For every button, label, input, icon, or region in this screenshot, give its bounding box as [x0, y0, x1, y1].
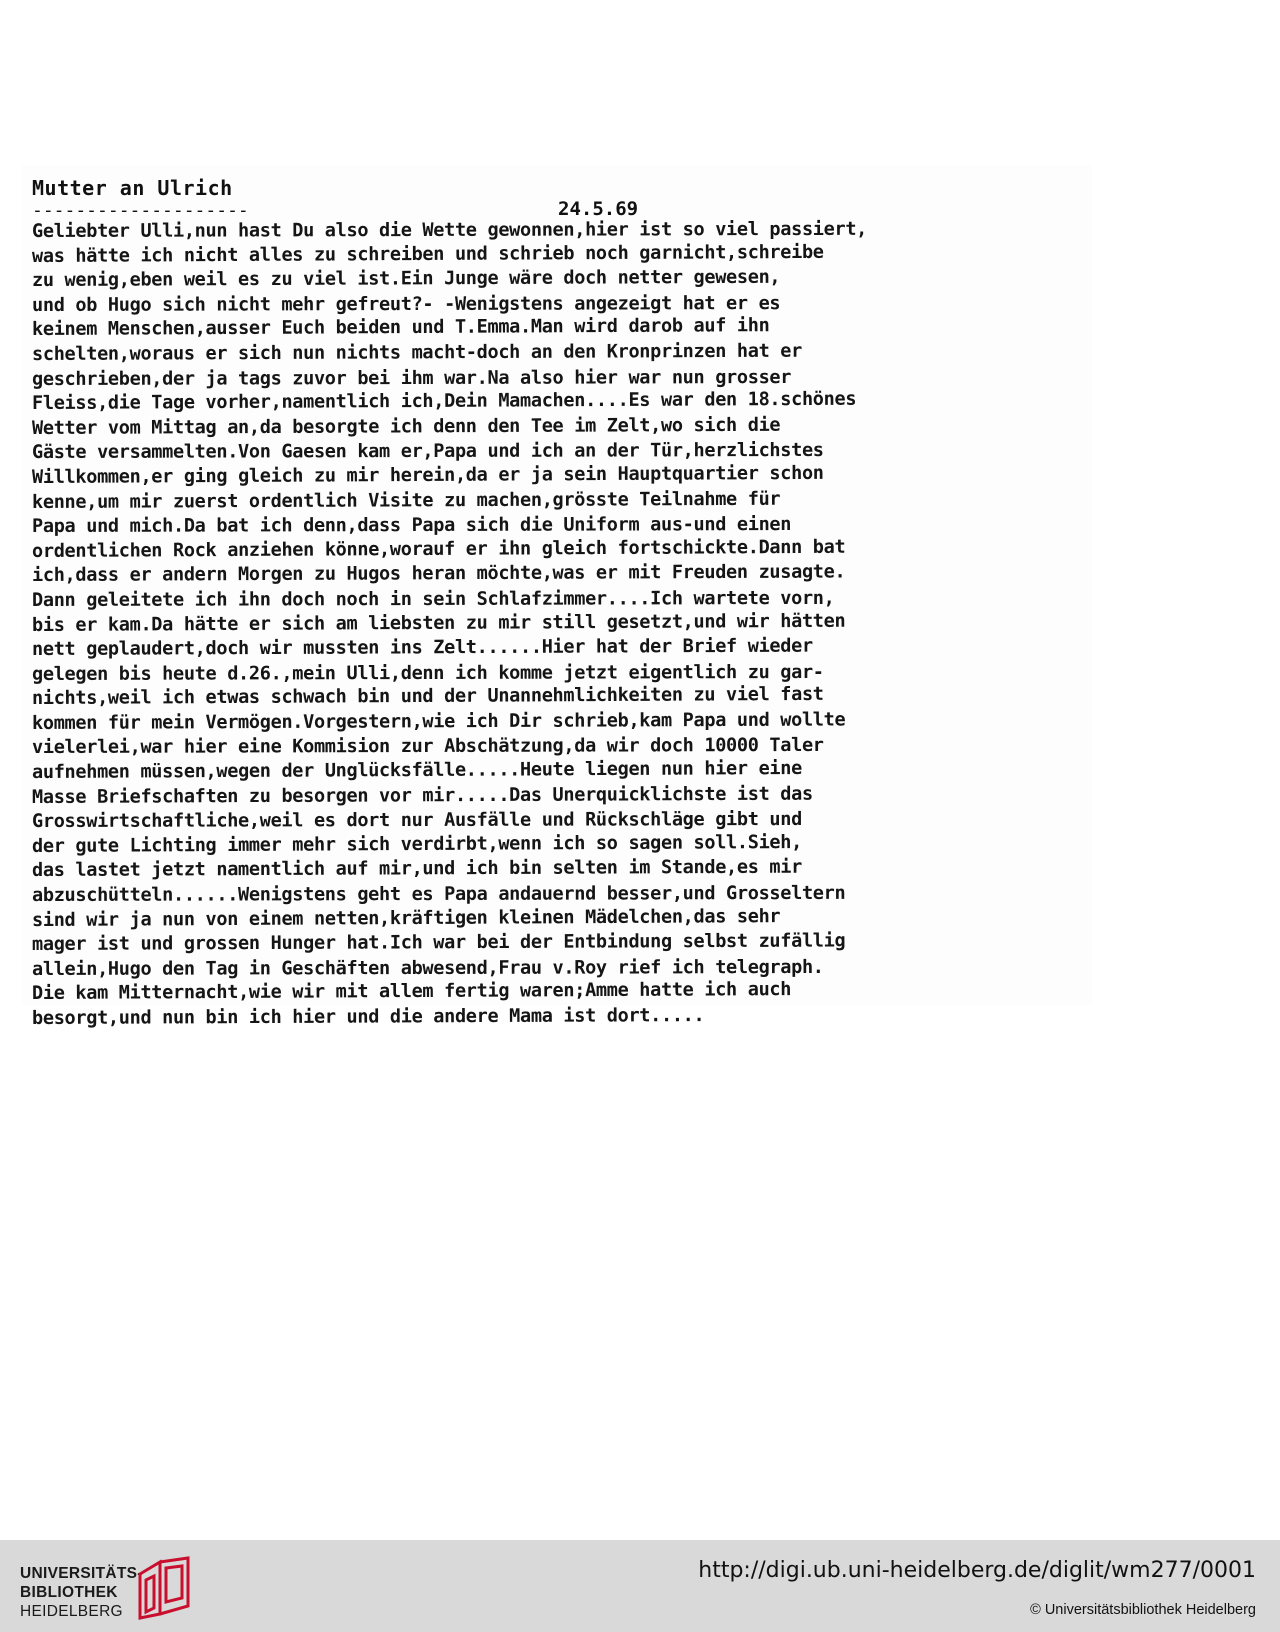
copyright-notice: © Universitätsbibliothek Heidelberg [1030, 1602, 1256, 1618]
letter-line: kommen für mein Vermögen.Vorgestern,wie ich Dir schrieb,kam Papa und wollte [31, 709, 846, 734]
letter-line: zu wenig,eben weil es zu viel ist.Ein Junge wäre doch netter gewesen, [31, 266, 781, 292]
letter-line: Dann geleitete ich ihn doch noch in sein Schlafzimmer....Ich wartete vorn, [31, 587, 835, 611]
letter-line: sind wir ja nun von einem netten,kräftigen kleinen Mädelchen,das sehr [31, 905, 781, 931]
letter-line: der gute Lichting immer mehr sich verdirbt,wenn ich so sagen soll.Sieh, [31, 831, 802, 857]
letter-line: Willkommen,er ging gleich zu mir herein,da er ja sein Hauptquartier schon [31, 462, 824, 488]
logo-line-2: BIBLIOTHEK [20, 1584, 118, 1601]
library-book-icon [134, 1554, 194, 1620]
letter-line: vielerlei,war hier eine Kommision zur Abschätzung,da wir doch 10000 Taler [31, 735, 824, 759]
letter-line: bis er kam.Da hätte er sich am liebsten zu mir still gesetzt,und wir hätten [31, 610, 846, 636]
letter-date: 24.5.69 [558, 198, 639, 220]
logo-line-1: UNIVERSITÄTS- [20, 1565, 143, 1582]
letter-line: Gäste versammelten.Von Gaesen kam er,Papa und ich an der Tür,herzlichstes [31, 440, 824, 464]
heading-underline: -------------------- [32, 200, 249, 221]
letter-line: Wetter vom Mittag an,da besorgte ich denn den Tee im Zelt,wo sich die [31, 414, 781, 439]
letter-line: gelegen bis heute d.26.,mein Ulli,denn ich komme jetzt eigentlich zu gar- [31, 661, 824, 685]
letter-body [32, 220, 1082, 1032]
library-logo[interactable] [16, 1560, 186, 1620]
letter-line: und ob Hugo sich nicht mehr gefreut?- -Wenigstens angezeigt hat er es [31, 292, 781, 316]
letter-line: geschrieben,der ja tags zuvor bei ihm war.Na also hier war nun grosser [31, 366, 792, 390]
letter-line: Fleiss,die Tage vorher,namentlich ich,Dein Mamachen....Es war den 18.schönes [31, 388, 857, 415]
letter-line: Die kam Mitternacht,wie wir mit allem fertig waren;Amme hatte ich auch [31, 979, 792, 1005]
letter-line: Masse Briefschaften zu besorgen vor mir.....Das Unerquicklichste ist das [31, 783, 813, 808]
letter-line: nett geplaudert,doch wir mussten ins Zelt......Hier hat der Brief wieder [31, 635, 813, 661]
letter-heading: Mutter an Ulrich [32, 176, 233, 200]
letter-line: das lastet jetzt namentlich auf mir,und ich bin selten im Stande,es mir [31, 857, 802, 882]
letter-line: nichts,weil ich etwas schwach bin und der Unannehmlichkeiten zu viel fast [31, 684, 824, 710]
letter-line: aufnehmen müssen,wegen der Unglücksfälle.....Heute liegen nun hier eine [31, 758, 802, 784]
logo-wordmark [20, 1564, 143, 1621]
letter-line: was hätte ich nicht alles zu schreiben und schrieb noch garnicht,schreibe [31, 241, 824, 267]
letter-line: Papa und mich.Da bat ich denn,dass Papa sich die Uniform aus-und einen [31, 514, 792, 538]
letter-line: schelten,woraus er sich nun nichts macht-doch an den Kronprinzen hat er [31, 340, 802, 365]
letter-line: mager ist und grossen Hunger hat.Ich war bei der Entbindung selbst zufällig [31, 930, 846, 956]
logo-line-3: HEIDELBERG [20, 1603, 123, 1620]
letter-line: Grosswirtschaftliche,weil es dort nur Ausfälle und Rückschläge gibt und [31, 809, 802, 833]
letter-line: keinem Menschen,ausser Euch beiden und T.Emma.Man wird darob auf ihn [31, 315, 770, 341]
footer-bar [0, 1540, 1280, 1632]
letter-line: Geliebter Ulli,nun hast Du also die Wette gewonnen,hier ist so viel passiert, [31, 218, 868, 242]
letter-line: abzuschütteln......Wenigstens geht es Papa andauernd besser,und Grosseltern [31, 882, 846, 907]
permalink-url[interactable]: http://digi.ub.uni-heidelberg.de/diglit/wm277/0001 [698, 1558, 1256, 1583]
letter-line: ich,dass er andern Morgen zu Hugos heran möchte,was er mit Freuden zusagte. [31, 561, 846, 587]
letter-line: besorgt,und nun bin ich hier und die andere Mama ist dort..... [31, 1005, 705, 1029]
letter-line: ordentlichen Rock anziehen könne,worauf er ihn gleich fortschickte.Dann bat [31, 536, 846, 562]
letter-line: allein,Hugo den Tag in Geschäften abwesend,Frau v.Roy rief ich telegraph. [31, 956, 824, 980]
letter-line: kenne,um mir zuerst ordentlich Visite zu machen,grösste Teilnahme für [31, 488, 781, 513]
